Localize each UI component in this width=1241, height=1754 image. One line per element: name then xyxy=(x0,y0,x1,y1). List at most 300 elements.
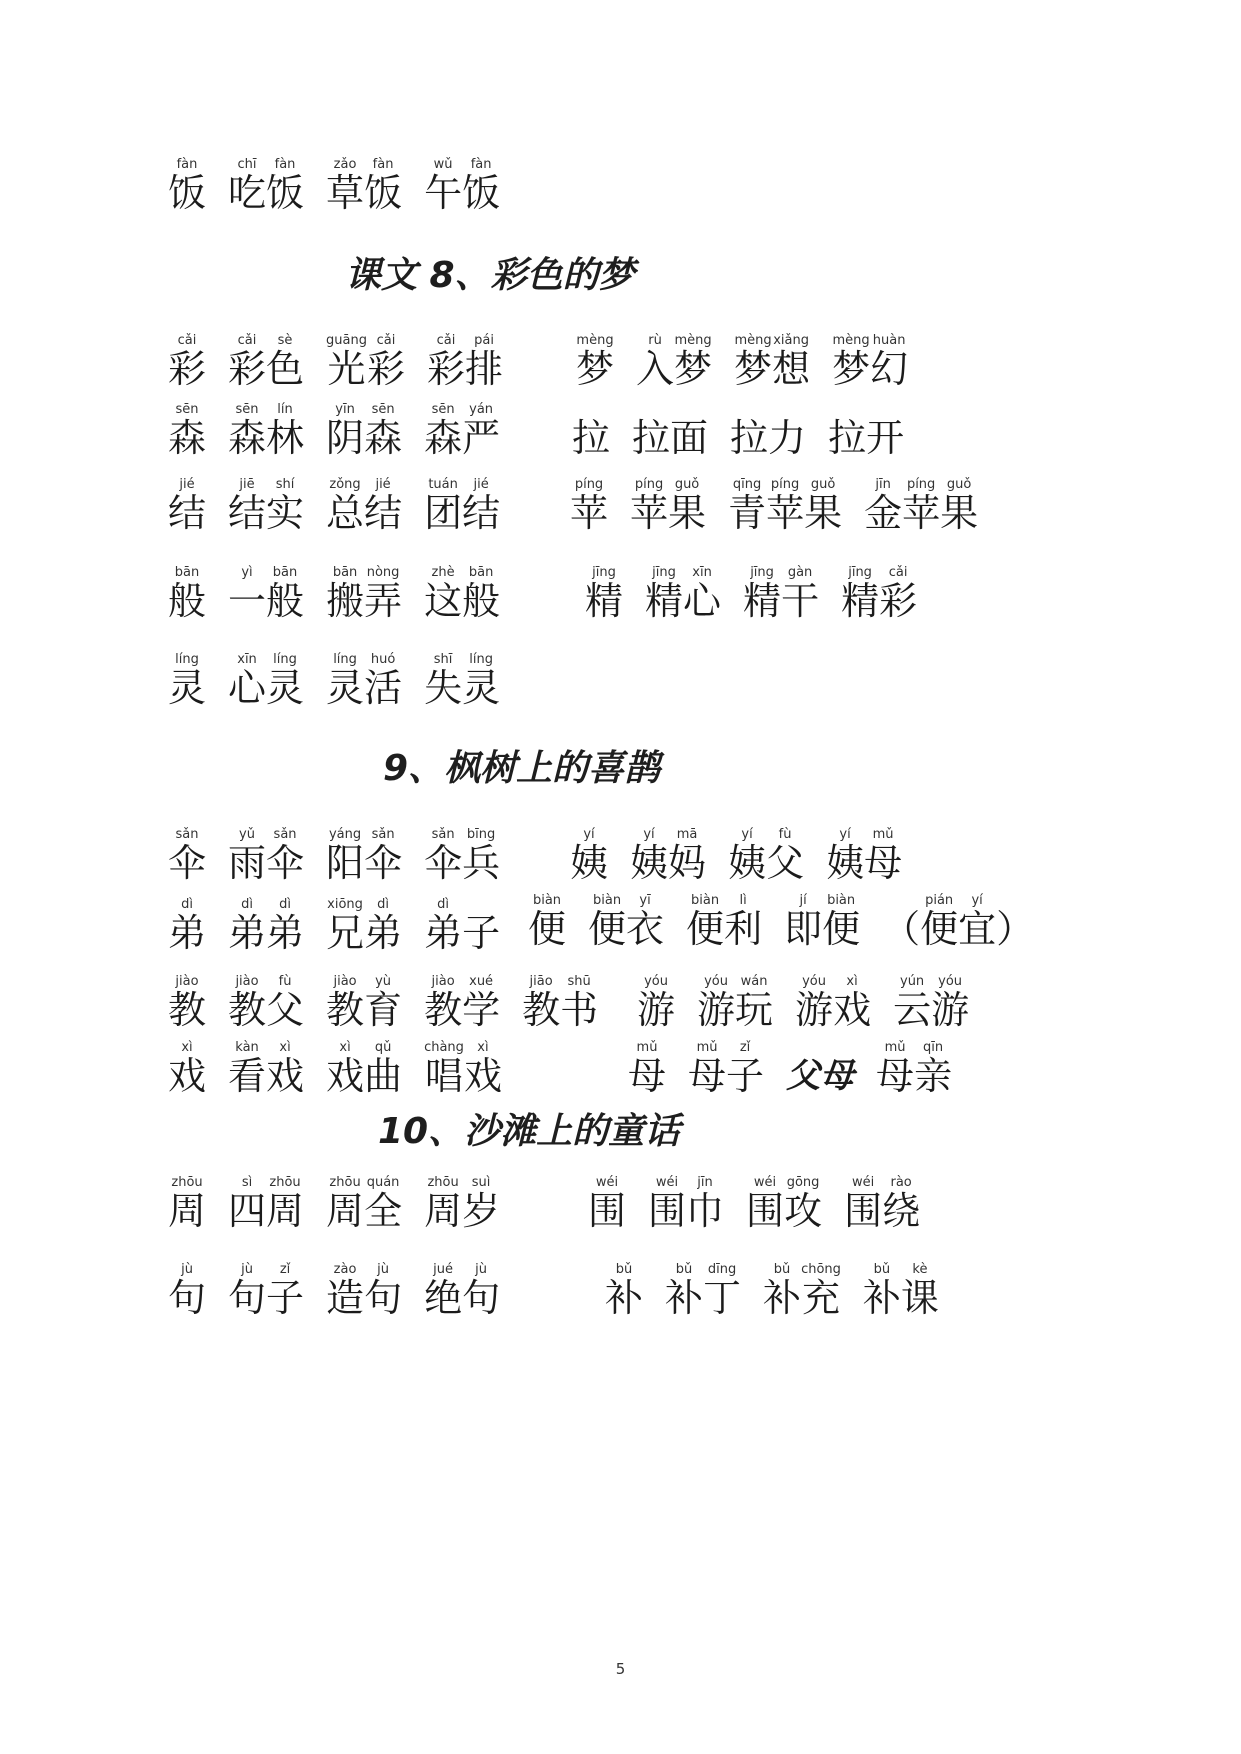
vocab-word xyxy=(730,402,806,459)
hanzi-with-pinyin xyxy=(585,565,623,622)
hanzi-with-pinyin xyxy=(893,974,931,1031)
vocab-word xyxy=(882,893,1034,950)
hanzi: 游 xyxy=(697,988,736,1032)
vocab-word xyxy=(864,477,978,534)
hanzi-with-pinyin xyxy=(364,402,402,459)
vocab-line xyxy=(628,1040,952,1097)
pinyin: pián xyxy=(925,893,954,908)
hanzi: 姨 xyxy=(826,841,865,885)
hanzi: 游 xyxy=(931,988,970,1032)
hanzi: 子 xyxy=(462,911,501,955)
pinyin: sǎn xyxy=(175,827,199,842)
hanzi: 精 xyxy=(585,579,624,623)
hanzi-with-pinyin xyxy=(570,827,608,884)
hanzi-with-pinyin xyxy=(674,333,712,390)
hanzi-with-pinyin xyxy=(168,974,206,1031)
hanzi: 书 xyxy=(560,988,599,1032)
vocab-word xyxy=(632,402,708,459)
pinyin: zǐ xyxy=(739,1040,751,1055)
pinyin: rù xyxy=(648,333,662,348)
vocab-word xyxy=(841,565,917,622)
pinyin: shū xyxy=(567,974,591,989)
vocab-word xyxy=(228,1040,304,1097)
hanzi-with-pinyin xyxy=(364,1175,402,1232)
hanzi: 看 xyxy=(228,1054,267,1098)
vocab-word xyxy=(630,477,706,534)
hanzi: 课 xyxy=(900,1276,939,1320)
pinyin: sǎn xyxy=(273,827,297,842)
hanzi: 饭 xyxy=(462,171,501,215)
hanzi-with-pinyin xyxy=(772,333,810,390)
hanzi: 补 xyxy=(605,1276,644,1320)
hanzi: 补 xyxy=(665,1276,704,1320)
pinyin: wǔ xyxy=(433,157,453,172)
hanzi-with-pinyin xyxy=(424,1040,464,1097)
pinyin: qǔ xyxy=(374,1040,392,1055)
pinyin: jīng xyxy=(848,565,872,580)
hanzi: 色 xyxy=(266,347,305,391)
hanzi-with-pinyin xyxy=(730,402,768,459)
vocab-word xyxy=(832,333,908,390)
vocab-word xyxy=(424,827,500,884)
hanzi: 伞 xyxy=(266,841,305,885)
hanzi-with-pinyin xyxy=(424,974,462,1031)
pinyin: yí xyxy=(583,827,595,842)
hanzi-with-pinyin xyxy=(588,893,626,950)
pinyin: sǎn xyxy=(371,827,395,842)
pinyin: cǎi xyxy=(888,565,908,580)
hanzi: 即 xyxy=(784,907,823,951)
vocab-word xyxy=(168,477,206,534)
pinyin: jù xyxy=(181,1262,193,1277)
hanzi-with-pinyin xyxy=(668,827,706,884)
pinyin: píng xyxy=(906,477,936,492)
hanzi-with-pinyin xyxy=(266,402,304,459)
hanzi-with-pinyin xyxy=(628,1040,666,1097)
hanzi-with-pinyin xyxy=(931,974,969,1031)
hanzi-with-pinyin xyxy=(864,477,902,534)
vocab-word xyxy=(844,1175,920,1232)
pinyin: gàn xyxy=(787,565,813,580)
hanzi: 全 xyxy=(364,1189,403,1233)
hanzi: 这 xyxy=(424,579,463,623)
hanzi: 心 xyxy=(683,579,722,623)
hanzi-with-pinyin xyxy=(462,974,500,1031)
hanzi-with-pinyin xyxy=(326,565,364,622)
hanzi-with-pinyin xyxy=(820,1040,854,1097)
vocab-word xyxy=(893,974,969,1031)
pinyin: guǒ xyxy=(674,477,700,492)
hanzi-with-pinyin xyxy=(914,1040,952,1097)
hanzi: 般 xyxy=(462,579,501,623)
vocab-word xyxy=(228,402,304,459)
vocab-word xyxy=(326,827,402,884)
vocab-word xyxy=(168,897,206,954)
pinyin: mèng xyxy=(576,333,614,348)
pinyin: sēn xyxy=(431,402,455,417)
pinyin: gōng xyxy=(786,1175,820,1190)
hanzi: 父 xyxy=(766,841,805,885)
pinyin: yí xyxy=(741,827,753,842)
vocab-word xyxy=(326,157,402,214)
vocab-word xyxy=(228,1262,304,1319)
pinyin: shī xyxy=(433,652,453,667)
hanzi: 拉 xyxy=(632,416,671,460)
vocab-word xyxy=(326,402,402,459)
pinyin: mā xyxy=(676,827,698,842)
pinyin: yóu xyxy=(704,974,728,989)
hanzi: 雨 xyxy=(228,841,267,885)
pinyin: cǎi xyxy=(237,333,257,348)
pinyin: jí xyxy=(799,893,807,908)
vocab-line xyxy=(605,1262,939,1319)
vocab-word xyxy=(326,565,402,622)
hanzi-with-pinyin xyxy=(228,1175,266,1232)
vocab-line xyxy=(576,333,908,390)
hanzi: 实 xyxy=(266,491,305,535)
pinyin: suì xyxy=(471,1175,491,1190)
hanzi-with-pinyin xyxy=(168,565,206,622)
hanzi-with-pinyin xyxy=(364,477,402,534)
vocab-word xyxy=(648,1175,724,1232)
pinyin: bān xyxy=(332,565,358,580)
hanzi: 果 xyxy=(668,491,707,535)
pinyin: sēn xyxy=(371,402,395,417)
hanzi: 一 xyxy=(228,579,267,623)
hanzi-with-pinyin xyxy=(784,893,822,950)
pinyin: mèng xyxy=(674,333,712,348)
vocab-line xyxy=(168,477,500,534)
vocab-word xyxy=(863,1262,939,1319)
pinyin: líng xyxy=(273,652,297,667)
pinyin: píng xyxy=(634,477,664,492)
pinyin: lín xyxy=(277,402,293,417)
hanzi-with-pinyin xyxy=(168,402,206,459)
vocab-line xyxy=(588,1175,920,1232)
hanzi-with-pinyin xyxy=(424,827,462,884)
hanzi-with-pinyin xyxy=(528,893,566,950)
vocab-word xyxy=(228,565,304,622)
hanzi: 搬 xyxy=(326,579,365,623)
hanzi-with-pinyin xyxy=(326,652,364,709)
hanzi: 围 xyxy=(844,1189,883,1233)
hanzi-with-pinyin xyxy=(560,974,598,1031)
vocab-word xyxy=(688,1040,764,1097)
hanzi: 入 xyxy=(636,347,675,391)
hanzi: 教 xyxy=(228,988,267,1032)
hanzi: 光 xyxy=(327,347,366,391)
pinyin: pái xyxy=(474,333,494,348)
pinyin: yóu xyxy=(938,974,963,989)
vocab-word xyxy=(697,974,773,1031)
vocab-word xyxy=(228,333,304,390)
hanzi: 拉 xyxy=(572,416,611,460)
hanzi: 育 xyxy=(364,988,403,1032)
vocab-word xyxy=(588,893,664,950)
vocab-word xyxy=(665,1262,741,1319)
pinyin: bǔ xyxy=(773,1262,791,1277)
pinyin: chōng xyxy=(801,1262,841,1277)
pinyin: mèng xyxy=(832,333,870,348)
hanzi: 苹 xyxy=(630,491,669,535)
hanzi-with-pinyin xyxy=(781,565,819,622)
hanzi-with-pinyin xyxy=(228,333,266,390)
hanzi-with-pinyin xyxy=(882,1175,920,1232)
hanzi: 戏 xyxy=(833,988,872,1032)
pinyin: líng xyxy=(175,652,199,667)
hanzi-with-pinyin xyxy=(462,402,500,459)
hanzi-with-pinyin xyxy=(266,333,304,390)
hanzi: 巾 xyxy=(686,1189,725,1233)
hanzi-with-pinyin xyxy=(637,974,675,1031)
hanzi: 便 xyxy=(528,907,567,951)
vocab-word xyxy=(424,974,500,1031)
hanzi: 失 xyxy=(424,666,463,710)
hanzi-with-pinyin xyxy=(424,477,462,534)
hanzi: 母 xyxy=(688,1054,727,1098)
hanzi: 彩 xyxy=(228,347,267,391)
hanzi-with-pinyin xyxy=(746,1175,784,1232)
hanzi-with-pinyin xyxy=(763,1262,801,1319)
hanzi-with-pinyin xyxy=(266,1175,304,1232)
vocab-word xyxy=(168,1040,206,1097)
hanzi-with-pinyin xyxy=(668,477,706,534)
pinyin: jīng xyxy=(652,565,676,580)
hanzi-with-pinyin xyxy=(636,333,674,390)
hanzi-with-pinyin xyxy=(465,333,503,390)
hanzi: 饭 xyxy=(266,171,305,215)
vocab-word xyxy=(528,893,566,950)
vocab-word xyxy=(168,652,206,709)
hanzi-with-pinyin xyxy=(697,974,735,1031)
pinyin: xì xyxy=(181,1040,193,1055)
pinyin: bǔ xyxy=(675,1262,693,1277)
hanzi: 游 xyxy=(637,988,676,1032)
hanzi-with-pinyin xyxy=(424,565,462,622)
hanzi: 母 xyxy=(864,841,903,885)
pinyin: biàn xyxy=(827,893,856,908)
pinyin: dīng xyxy=(707,1262,737,1277)
hanzi-with-pinyin xyxy=(168,333,206,390)
hanzi-with-pinyin xyxy=(326,1262,364,1319)
hanzi-with-pinyin xyxy=(364,565,402,622)
hanzi-with-pinyin xyxy=(462,827,500,884)
pinyin: mǔ xyxy=(696,1040,718,1055)
hanzi-with-pinyin xyxy=(940,477,978,534)
hanzi-with-pinyin xyxy=(841,565,879,622)
hanzi: 青 xyxy=(728,491,767,535)
pinyin: jīng xyxy=(592,565,616,580)
hanzi-with-pinyin xyxy=(626,893,664,950)
pinyin: kàn xyxy=(235,1040,259,1055)
pinyin: quán xyxy=(366,1175,400,1190)
pinyin: jù xyxy=(377,1262,389,1277)
vocab-word xyxy=(228,652,304,709)
pinyin: bān xyxy=(272,565,298,580)
hanzi: 唱 xyxy=(425,1054,464,1098)
hanzi: 森 xyxy=(228,416,267,460)
vocab-word xyxy=(326,1262,402,1319)
pinyin: qīn xyxy=(923,1040,944,1055)
lesson-heading: 9、枫树上的喜鹊 xyxy=(383,748,661,789)
hanzi: 教 xyxy=(168,988,207,1032)
hanzi: 午 xyxy=(424,171,463,215)
vocab-line xyxy=(168,827,500,884)
pinyin: wán xyxy=(740,974,768,989)
hanzi-with-pinyin xyxy=(724,893,762,950)
hanzi-with-pinyin xyxy=(326,974,364,1031)
hanzi-with-pinyin xyxy=(326,1175,364,1232)
hanzi-with-pinyin xyxy=(266,477,304,534)
hanzi-with-pinyin xyxy=(670,402,708,459)
pinyin: cǎi xyxy=(177,333,197,348)
pinyin: dì xyxy=(377,897,389,912)
hanzi-with-pinyin xyxy=(864,827,902,884)
hanzi: 姨 xyxy=(630,841,669,885)
vocab-word xyxy=(424,1175,500,1232)
hanzi-with-pinyin xyxy=(920,893,958,950)
hanzi-with-pinyin xyxy=(645,565,683,622)
vocab-line xyxy=(168,897,500,954)
hanzi-with-pinyin xyxy=(168,157,206,214)
pinyin: qīng xyxy=(732,477,762,492)
hanzi-with-pinyin xyxy=(168,477,206,534)
hanzi-with-pinyin xyxy=(462,897,500,954)
vocab-word xyxy=(168,402,206,459)
pinyin: yóu xyxy=(802,974,826,989)
vocab-line xyxy=(168,157,500,214)
hanzi: 草 xyxy=(326,171,365,215)
hanzi-with-pinyin xyxy=(228,652,266,709)
hanzi-with-pinyin xyxy=(766,827,804,884)
hanzi: 彩 xyxy=(168,347,207,391)
vocab-word xyxy=(427,333,503,390)
hanzi-with-pinyin xyxy=(728,827,766,884)
hanzi: 子 xyxy=(266,1276,305,1320)
pinyin: yán xyxy=(469,402,494,417)
pinyin: yáng xyxy=(328,827,362,842)
hanzi: 造 xyxy=(326,1276,365,1320)
hanzi: 句 xyxy=(228,1276,267,1320)
vocab-word xyxy=(686,893,762,950)
vocab-line xyxy=(637,974,969,1031)
hanzi: 彩 xyxy=(427,347,466,391)
pinyin: kè xyxy=(912,1262,928,1277)
vocab-word xyxy=(424,652,500,709)
hanzi: 母 xyxy=(876,1054,915,1098)
vocab-line xyxy=(168,402,500,459)
vocab-word xyxy=(168,565,206,622)
hanzi-with-pinyin xyxy=(326,333,367,390)
hanzi: 衣 xyxy=(626,907,665,951)
pinyin: xì xyxy=(339,1040,351,1055)
hanzi-with-pinyin xyxy=(364,897,402,954)
hanzi-with-pinyin xyxy=(364,827,402,884)
pinyin: lì xyxy=(739,893,747,908)
hanzi-with-pinyin xyxy=(424,402,462,459)
hanzi-with-pinyin xyxy=(266,827,304,884)
vocab-word xyxy=(728,477,842,534)
vocab-word xyxy=(588,1175,626,1232)
hanzi: 学 xyxy=(462,988,501,1032)
vocab-line xyxy=(168,565,500,622)
hanzi-with-pinyin xyxy=(266,974,304,1031)
hanzi-with-pinyin xyxy=(826,827,864,884)
vocab-word xyxy=(326,333,405,390)
vocab-word xyxy=(637,974,675,1031)
hanzi: 四 xyxy=(228,1189,267,1233)
pinyin: líng xyxy=(469,652,493,667)
pinyin: fù xyxy=(278,974,292,989)
hanzi: 果 xyxy=(940,491,979,535)
vocab-word xyxy=(168,157,206,214)
pinyin: yí xyxy=(971,893,983,908)
pinyin: jiāo xyxy=(529,974,553,989)
vocab-word xyxy=(326,1040,402,1097)
hanzi-with-pinyin xyxy=(266,157,304,214)
pinyin: zhōu xyxy=(171,1175,203,1190)
vocab-word xyxy=(746,1175,822,1232)
hanzi: 充 xyxy=(801,1276,840,1320)
pinyin: huàn xyxy=(872,333,906,348)
pinyin: zhōu xyxy=(329,1175,361,1190)
pinyin: sì xyxy=(241,1175,253,1190)
pinyin: zào xyxy=(333,1262,357,1277)
pinyin: mǔ xyxy=(872,827,894,842)
hanzi-with-pinyin xyxy=(784,1175,822,1232)
pinyin: jīn xyxy=(875,477,891,492)
hanzi-with-pinyin xyxy=(462,565,500,622)
hanzi-with-pinyin xyxy=(367,333,405,390)
hanzi: 玩 xyxy=(735,988,774,1032)
hanzi: 亲 xyxy=(914,1054,953,1098)
pinyin: bǔ xyxy=(615,1262,633,1277)
vocab-word xyxy=(605,1262,643,1319)
pinyin: jiào xyxy=(431,974,455,989)
hanzi-with-pinyin xyxy=(326,477,364,534)
vocab-word xyxy=(168,333,206,390)
pinyin: guǒ xyxy=(810,477,836,492)
hanzi: 幻 xyxy=(870,347,909,391)
hanzi: 结 xyxy=(168,491,207,535)
pinyin: bān xyxy=(174,565,200,580)
hanzi-with-pinyin xyxy=(364,974,402,1031)
pinyin: yún xyxy=(900,974,925,989)
hanzi: 开 xyxy=(866,416,905,460)
vocab-word xyxy=(228,974,304,1031)
pinyin: shí xyxy=(275,477,295,492)
hanzi-with-pinyin xyxy=(168,1040,206,1097)
hanzi: 饭 xyxy=(168,171,207,215)
hanzi: 结 xyxy=(228,491,267,535)
hanzi: 弟 xyxy=(228,911,267,955)
hanzi-with-pinyin xyxy=(266,897,304,954)
pinyin: bǔ xyxy=(873,1262,891,1277)
hanzi: 苹 xyxy=(766,491,805,535)
hanzi-with-pinyin xyxy=(683,565,721,622)
hanzi: 教 xyxy=(424,988,463,1032)
pinyin: dì xyxy=(241,897,253,912)
hanzi-with-pinyin xyxy=(228,565,266,622)
hanzi-with-pinyin xyxy=(901,1262,939,1319)
pinyin: sǎn xyxy=(431,827,455,842)
hanzi-with-pinyin xyxy=(882,893,920,950)
pinyin: mǔ xyxy=(636,1040,658,1055)
hanzi-with-pinyin xyxy=(766,477,804,534)
vocab-word xyxy=(728,827,804,884)
pinyin: xiōng xyxy=(327,897,363,912)
page-number: 5 xyxy=(615,1660,626,1678)
